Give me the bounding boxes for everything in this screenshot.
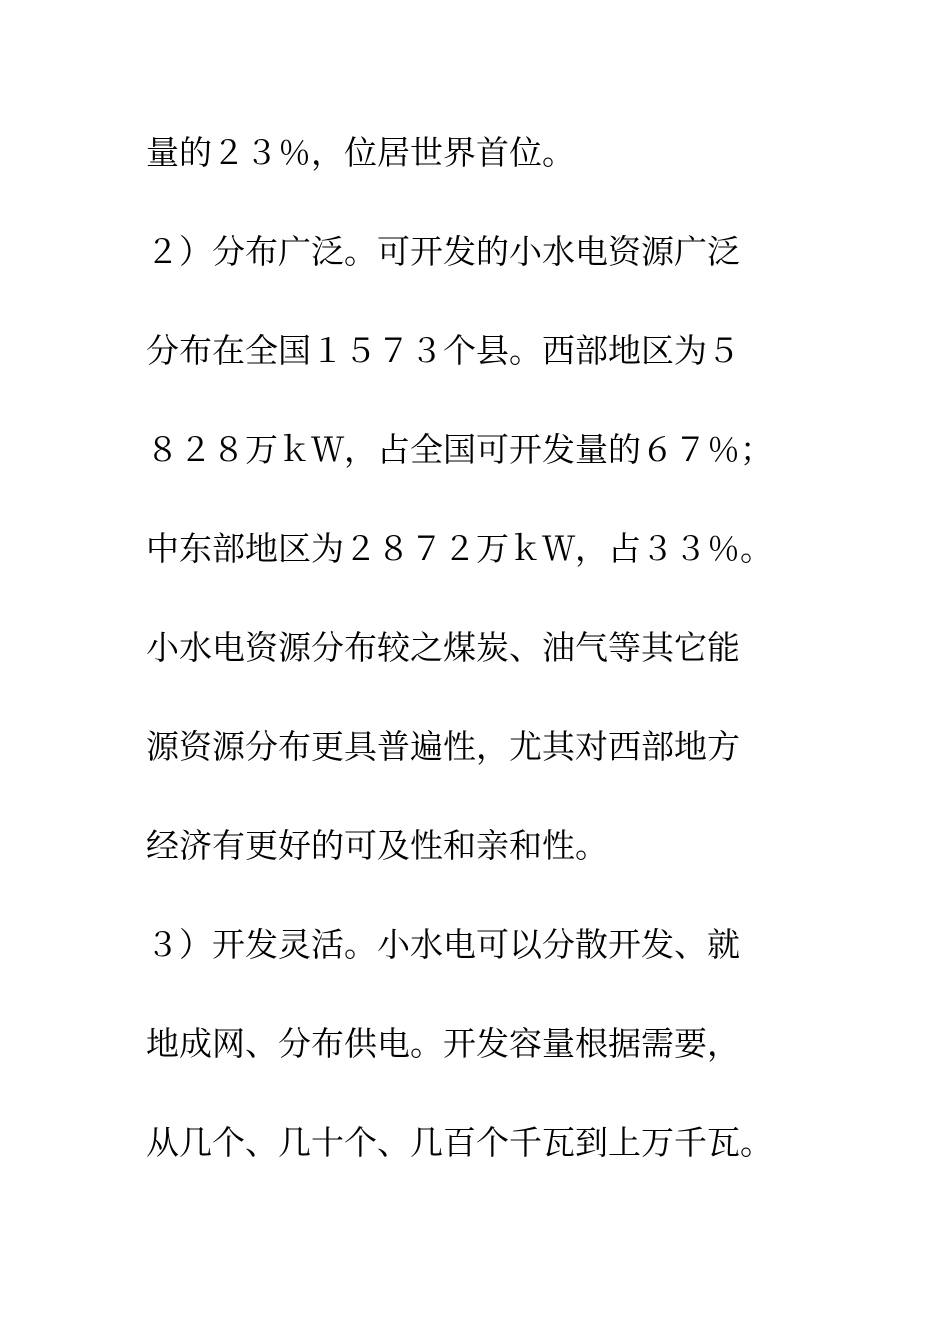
text-line-7: 源资源分布更具普遍性，尤其对西部地方 (146, 727, 740, 766)
text-line-6: 小水电资源分布较之煤炭、油气等其它能 (146, 628, 740, 667)
text-line-5: 中东部地区为２８７２万ｋＷ，占３３％。 (146, 529, 773, 568)
text-line-10: 地成网、分布供电。开发容量根据需要， (146, 1024, 740, 1063)
text-line-8: 经济有更好的可及性和亲和性。 (146, 826, 608, 865)
text-line-2: ２）分布广泛。可开发的小水电资源广泛 (146, 232, 740, 271)
text-line-4: ８２８万ｋＷ，占全国可开发量的６７％； (146, 430, 773, 469)
text-line-1: 量的２３％，位居世界首位。 (146, 133, 575, 172)
text-line-9: ３）开发灵活。小水电可以分散开发、就 (146, 925, 740, 964)
text-line-11: 从几个、几十个、几百个千瓦到上万千瓦。 (146, 1123, 773, 1162)
text-line-3: 分布在全国１５７３个县。西部地区为５ (146, 331, 740, 370)
